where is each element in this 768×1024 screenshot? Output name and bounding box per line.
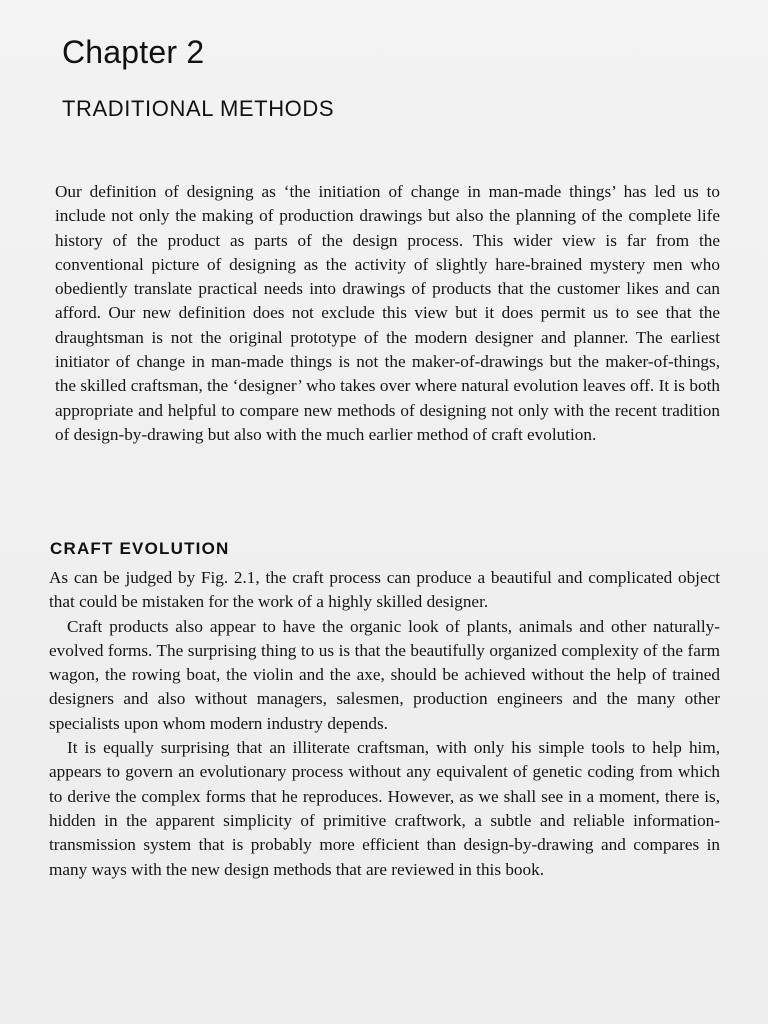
intro-paragraph: Our definition of designing as ‘the initiation of change in man-made things’ has led us to include not only the making of production drawings but also the planning of the complete life history of the product as parts of the design process. This wider view is far from the conventional picture of designing as the activity of slightly hare-brained mystery men who obediently translate practical needs into drawings of products that the customer likes and can afford. Our new definition does not exclude this view but it does permit us to see that the draughtsman is not the original prototype of the modern designer and planner. The earliest initiator of change in man-made things is not the maker-of-drawings but the maker-of-things, the skilled craftsman, the ‘designer’ who takes over where natural evolution leaves off. It is both appropriate and helpful to compare new methods of designing not only with the recent tradition of design-by-drawing but also with the much earlier method of craft evolution.	[55, 182, 720, 444]
section-paragraph-3: It is equally surprising that an illiterate craftsman, with only his simple tools to help him, appears to govern an evolutionary process without any equivalent of genetic coding from which to derive the complex forms that he reproduces. However, as we shall see in a moment, there is, hidden in the apparent simplicity of primitive craftwork, a subtle and reliable information-transmission system that is probably more efficient than design-by-drawing and compares in many ways with the new design methods that are reviewed in this book.	[49, 738, 720, 879]
section-body	[49, 566, 720, 882]
section-heading: CRAFT EVOLUTION	[50, 539, 230, 558]
section-paragraph-2: Craft products also appear to have the organic look of plants, animals and other naturally-evolved forms. The surprising thing to us is that the beautifully organized complexity of the farm wagon, the rowing boat, the violin and the axe, should be achieved without the help of trained designers and also without managers, salesmen, production engineers and the many other specialists upon whom modern industry depends.	[49, 616, 720, 733]
chapter-title: TRADITIONAL METHODS	[62, 96, 335, 121]
section-paragraph-1: As can be judged by Fig. 2.1, the craft process can produce a beautiful and complicated object that could be mistaken for the work of a highly skilled designer.	[49, 568, 720, 612]
chapter-number: Chapter 2	[62, 34, 205, 70]
